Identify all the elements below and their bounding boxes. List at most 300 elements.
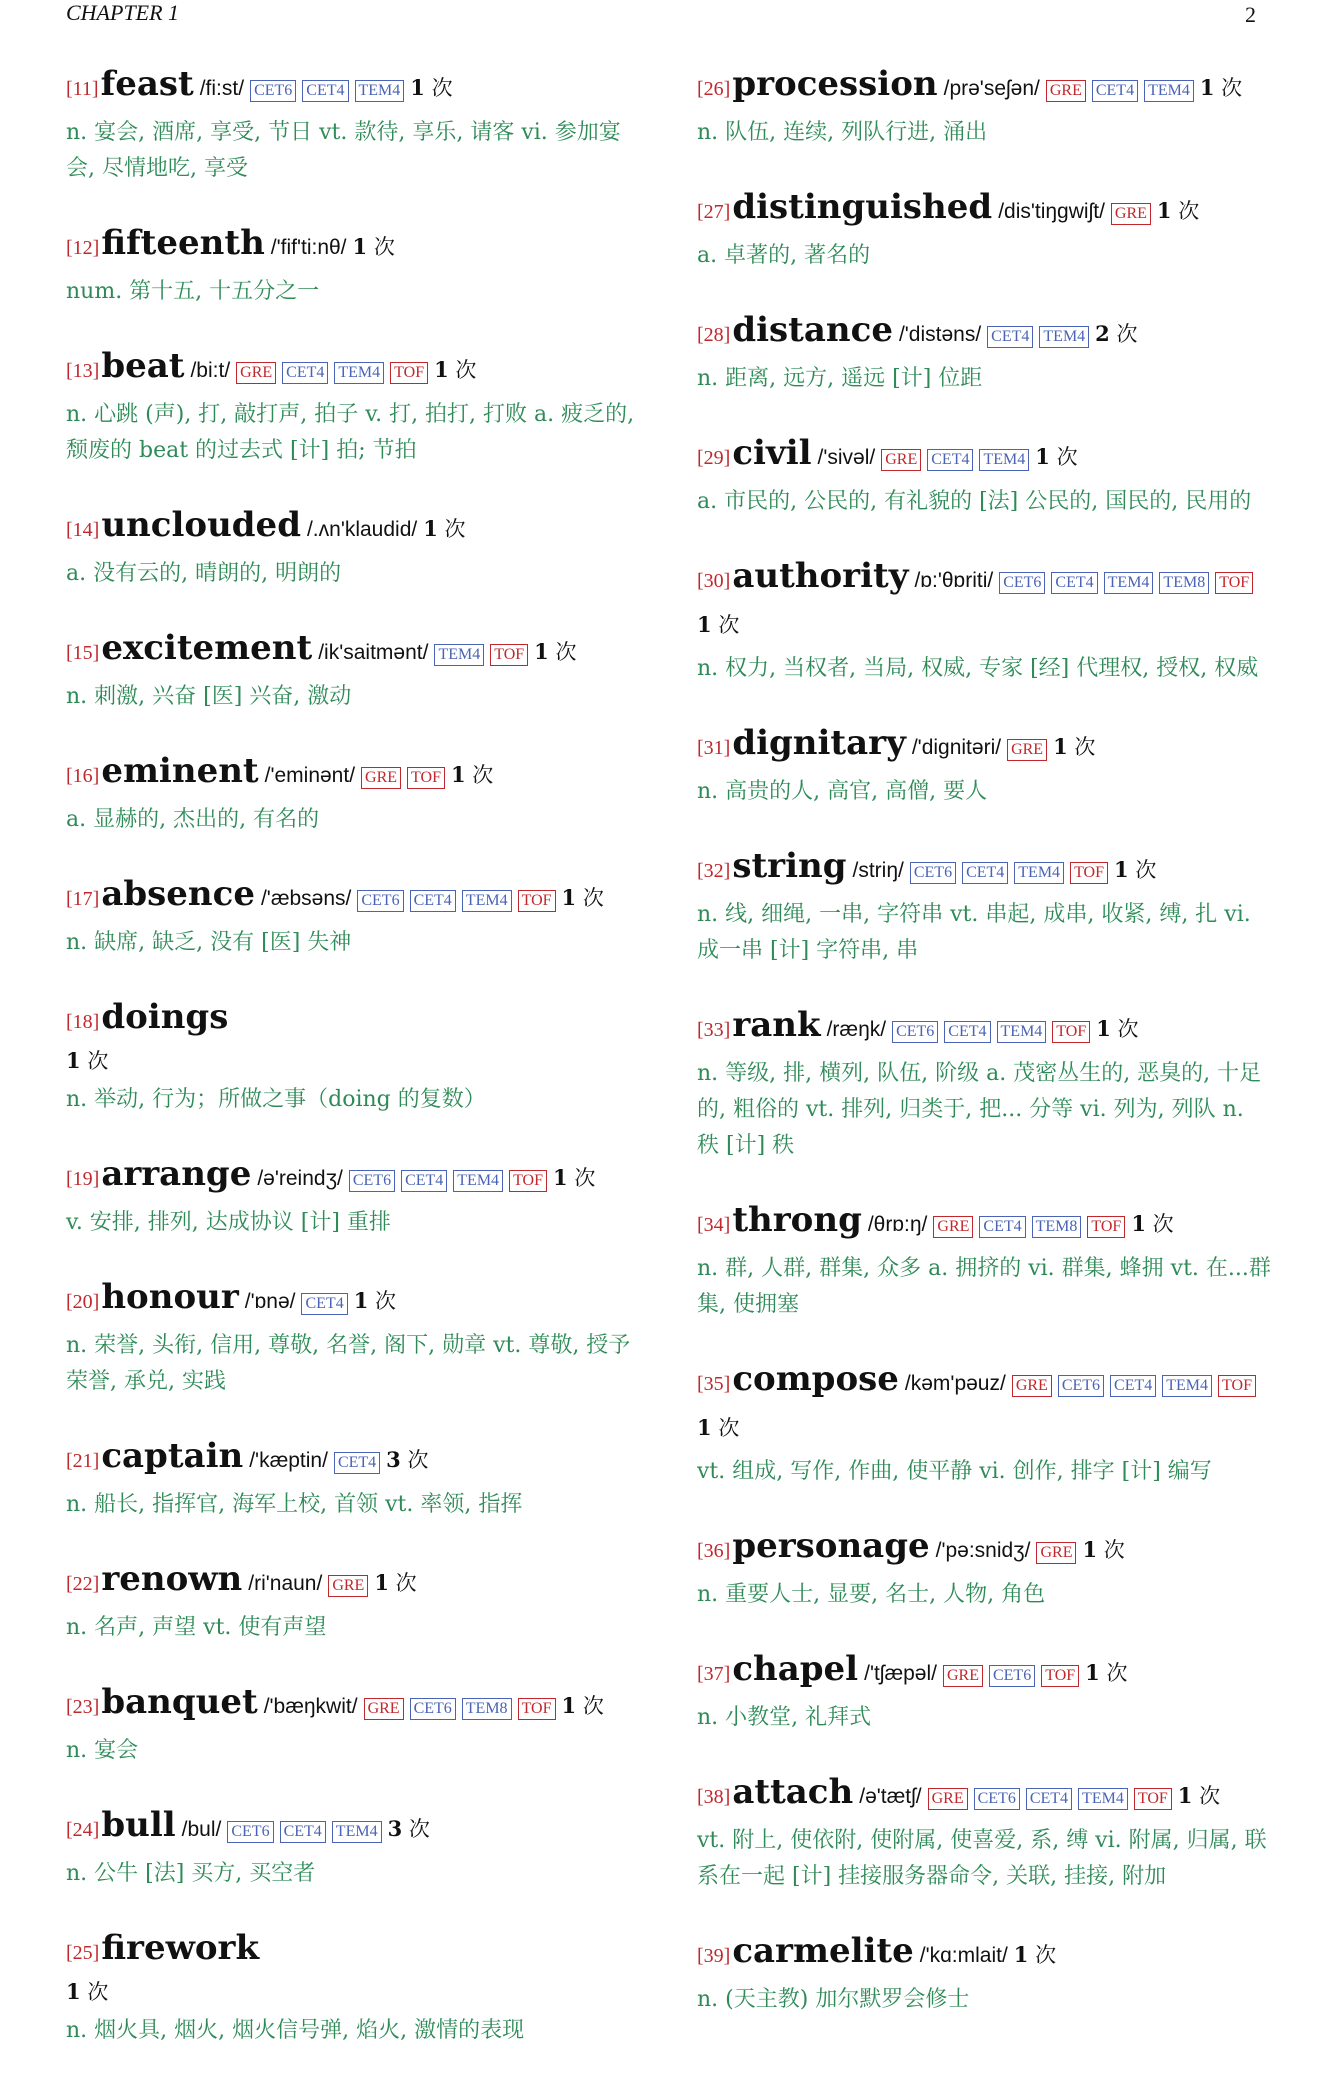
word-entry — [66, 344, 641, 469]
headword: honour — [101, 1277, 239, 1317]
word-entry — [66, 626, 641, 715]
frequency-count: 1 — [66, 1048, 81, 1073]
exam-tag: CET4 — [944, 1021, 990, 1043]
phonetic: /'eminənt/ — [264, 764, 356, 787]
headword: distinguished — [732, 187, 993, 227]
frequency — [697, 1406, 739, 1450]
exam-tag: TEM8 — [462, 1698, 512, 1720]
frequency-count: 1 — [1082, 1537, 1098, 1562]
phonetic: /ri'naun/ — [248, 1572, 323, 1595]
headword: dignitary — [732, 723, 906, 763]
frequency — [1178, 1774, 1220, 1818]
frequency-unit: 次 — [1221, 76, 1243, 100]
word-entry — [697, 1770, 1272, 1895]
exam-tag: GRE — [933, 1216, 973, 1238]
headword-line — [66, 1275, 641, 1324]
headword-line — [697, 844, 1272, 893]
headword: renown — [101, 1559, 243, 1599]
frequency-count: 3 — [386, 1447, 401, 1472]
exam-tag: GRE — [943, 1665, 983, 1687]
exam-tag: TEM4 — [1039, 326, 1089, 348]
phonetic: /fi:st/ — [199, 77, 245, 100]
entry-index: [26] — [697, 78, 731, 100]
frequency — [1114, 848, 1156, 892]
exam-tag: CET6 — [989, 1665, 1035, 1687]
headword-line — [697, 554, 1272, 647]
exam-tag: TOF — [1052, 1021, 1090, 1043]
word-entry — [697, 431, 1272, 520]
frequency-count: 1 — [561, 885, 577, 910]
phonetic: /'dignitəri/ — [911, 736, 1002, 759]
headword-line — [697, 1003, 1272, 1052]
entry-index: [19] — [66, 1168, 100, 1190]
frequency-count: 1 — [66, 1979, 81, 2004]
definition: vt. 附上, 使依附, 使附属, 使喜爱, 系, 缚 vi. 附属, 归属, 联系在一起 [计] 挂接服务器命令, 关联, 挂接, 附加 — [697, 1828, 1267, 1889]
frequency — [562, 876, 604, 920]
definition: n. 队伍, 连续, 列队行进, 涌出 — [697, 120, 988, 145]
frequency-unit: 次 — [87, 1049, 109, 1073]
exam-tag: TOF — [509, 1170, 547, 1192]
frequency-count: 1 — [1096, 1016, 1111, 1041]
headword-line — [697, 431, 1272, 480]
frequency — [1014, 1933, 1056, 1977]
exam-tag: TEM4 — [453, 1170, 503, 1192]
headword-line — [697, 1647, 1272, 1696]
headword: throng — [732, 1200, 862, 1240]
exam-tag: CET4 — [979, 1216, 1025, 1238]
headword: doings — [101, 997, 229, 1037]
frequency-unit: 次 — [375, 1289, 397, 1313]
frequency-unit: 次 — [582, 1694, 604, 1718]
definition: n. 小教堂, 礼拜式 — [697, 1705, 872, 1730]
headword: eminent — [101, 751, 259, 791]
definition: v. 安排, 排列, 达成协议 [计] 重排 — [66, 1210, 391, 1235]
frequency-line — [66, 1044, 641, 1078]
headword-line — [697, 308, 1272, 357]
headword-line — [697, 1929, 1272, 1978]
phonetic: /'sivəl/ — [817, 446, 876, 469]
entry-index: [28] — [697, 324, 731, 346]
exam-tag: GRE — [328, 1575, 368, 1597]
phonetic: /kəm'pəuz/ — [904, 1372, 1006, 1395]
exam-tag: GRE — [361, 767, 401, 789]
word-entry — [697, 1929, 1272, 2018]
definition: n. 距离, 远方, 遥远 [计] 位距 — [697, 366, 983, 391]
exam-tag: CET6 — [410, 1698, 456, 1720]
exam-tag: TEM8 — [1032, 1216, 1082, 1238]
frequency-unit: 次 — [472, 763, 494, 787]
entry-index: [25] — [66, 1942, 100, 1964]
phonetic: /'bæŋkwit/ — [263, 1695, 358, 1718]
definition: n. 宴会 — [66, 1738, 139, 1763]
exam-tag: TEM4 — [434, 644, 484, 666]
frequency-unit: 次 — [1178, 199, 1200, 223]
exam-tag: TEM4 — [1104, 572, 1154, 594]
exam-tag: TEM4 — [334, 362, 384, 384]
frequency-unit: 次 — [87, 1980, 109, 2004]
definition: n. 烟火具, 烟火, 烟火信号弹, 焰火, 激情的表现 — [66, 2018, 525, 2043]
frequency-count: 1 — [1013, 1942, 1029, 1967]
frequency-count: 1 — [1053, 734, 1068, 759]
entry-index: [14] — [66, 519, 100, 541]
entry-index: [22] — [66, 1573, 100, 1595]
entry-index: [29] — [697, 447, 731, 469]
word-entry — [66, 221, 641, 310]
definition: n. 心跳 (声), 打, 敲打声, 拍子 v. 打, 拍打, 打败 a. 疲乏的, 颓废的 beat 的过去式 [计] 拍; 节拍 — [66, 402, 635, 463]
exam-tag: GRE — [1111, 203, 1151, 225]
exam-tag: CET4 — [410, 890, 456, 912]
frequency — [1082, 1528, 1124, 1572]
frequency-unit: 次 — [408, 1817, 430, 1841]
headword: carmelite — [732, 1931, 914, 1971]
entry-index: [23] — [66, 1696, 100, 1718]
definition: n. 船长, 指挥官, 海军上校, 首领 vt. 率领, 指挥 — [66, 1492, 523, 1517]
frequency — [386, 1438, 428, 1482]
frequency-count: 1 — [1199, 75, 1215, 100]
exam-tag: CET4 — [334, 1452, 380, 1474]
exam-tag: TEM4 — [1144, 80, 1194, 102]
frequency-unit: 次 — [444, 517, 466, 541]
word-entry — [697, 185, 1272, 274]
definition: a. 显赫的, 杰出的, 有名的 — [66, 807, 320, 832]
frequency-count: 1 — [353, 1288, 369, 1313]
word-entry — [66, 1152, 641, 1241]
word-entry — [66, 62, 641, 187]
entry-index: [20] — [66, 1291, 100, 1313]
headword-line — [66, 221, 641, 270]
word-entry — [697, 62, 1272, 151]
frequency-unit: 次 — [431, 76, 453, 100]
headword-line — [66, 1434, 641, 1483]
exam-tag: CET6 — [892, 1021, 938, 1043]
frequency-unit: 次 — [718, 1416, 740, 1440]
frequency-unit: 次 — [574, 1166, 596, 1190]
definition: a. 市民的, 公民的, 有礼貌的 [法] 公民的, 国民的, 民用的 — [697, 489, 1252, 514]
entry-index: [11] — [66, 78, 99, 100]
frequency-unit: 次 — [1152, 1212, 1174, 1236]
headword-line — [66, 1803, 641, 1852]
headword: excitement — [101, 628, 313, 668]
headword-line — [66, 1926, 641, 1975]
phonetic: /'tʃæpəl/ — [864, 1662, 937, 1685]
definition: n. (天主教) 加尔默罗会修士 — [697, 1987, 970, 2012]
headword: arrange — [101, 1154, 252, 1194]
exam-tag: GRE — [1046, 80, 1086, 102]
headword: banquet — [101, 1682, 258, 1722]
frequency-count: 1 — [561, 1693, 577, 1718]
word-entry — [66, 1434, 641, 1523]
phonetic: /striŋ/ — [852, 859, 904, 882]
frequency — [374, 1561, 416, 1605]
frequency-count: 1 — [434, 357, 449, 382]
entry-index: [33] — [697, 1019, 731, 1041]
frequency — [451, 753, 493, 797]
frequency-unit: 次 — [1199, 1784, 1221, 1808]
exam-tag: TOF — [407, 767, 445, 789]
frequency-unit: 次 — [1074, 735, 1096, 759]
frequency-count: 1 — [374, 1570, 389, 1595]
exam-tag: TEM4 — [1162, 1375, 1212, 1397]
phonetic: /'æbsəns/ — [260, 887, 352, 910]
headword-line — [697, 1357, 1272, 1450]
definition: n. 高贵的人, 高官, 高僧, 要人 — [697, 779, 988, 804]
frequency-unit: 次 — [718, 613, 740, 637]
frequency-unit: 次 — [395, 1571, 417, 1595]
headword-line — [66, 62, 641, 111]
exam-tag: TEM4 — [1078, 1788, 1128, 1810]
headword-line — [697, 721, 1272, 770]
headword: attach — [732, 1772, 854, 1812]
entry-index: [13] — [66, 360, 100, 382]
exam-tag: TEM4 — [355, 80, 405, 102]
headword: captain — [101, 1436, 244, 1476]
headword-line — [697, 1524, 1272, 1573]
headword: bull — [101, 1805, 176, 1845]
entry-index: [37] — [697, 1663, 731, 1685]
exam-tag: CET4 — [1051, 572, 1097, 594]
headword-line — [66, 995, 641, 1044]
frequency-count: 1 — [410, 75, 425, 100]
frequency — [1200, 66, 1242, 110]
headword-line — [66, 1152, 641, 1201]
headword: unclouded — [101, 505, 301, 545]
frequency-count: 2 — [1095, 321, 1110, 346]
left-column — [66, 62, 641, 2083]
exam-tag: TOF — [1070, 862, 1108, 884]
exam-tag: CET4 — [927, 449, 973, 471]
entry-index: [31] — [697, 737, 731, 759]
word-entry — [66, 749, 641, 838]
right-column — [697, 62, 1272, 2052]
exam-tag: TOF — [1041, 1665, 1079, 1687]
frequency-line — [66, 1975, 641, 2009]
frequency-count: 1 — [1156, 198, 1172, 223]
word-entry — [66, 1680, 641, 1769]
entry-index: [27] — [697, 201, 731, 223]
exam-tag: GRE — [236, 362, 276, 384]
frequency-unit: 次 — [373, 235, 395, 259]
entry-index: [36] — [697, 1540, 731, 1562]
exam-tag: TOF — [1218, 1375, 1256, 1397]
exam-tag: TEM4 — [979, 449, 1029, 471]
exam-tag: CET4 — [987, 326, 1033, 348]
exam-tag: TOF — [1087, 1216, 1125, 1238]
frequency-unit: 次 — [1117, 1017, 1139, 1041]
phonetic: /'ɒnə/ — [244, 1290, 296, 1313]
frequency-count: 1 — [1085, 1660, 1100, 1685]
exam-tag: CET6 — [974, 1788, 1020, 1810]
phonetic: /ɒ:'θɒriti/ — [914, 569, 994, 592]
frequency — [697, 603, 739, 647]
frequency — [410, 66, 452, 110]
entry-index: [32] — [697, 860, 731, 882]
exam-tag: TEM4 — [332, 1821, 382, 1843]
definition: n. 名声, 声望 vt. 使有声望 — [66, 1615, 327, 1640]
definition: vt. 组成, 写作, 作曲, 使平静 vi. 创作, 排字 [计] 编写 — [697, 1459, 1212, 1484]
phonetic: /'pə:snidʒ/ — [935, 1539, 1031, 1562]
frequency-unit: 次 — [1135, 858, 1157, 882]
word-entry — [697, 1357, 1272, 1490]
exam-tag: TOF — [518, 1698, 556, 1720]
frequency-count: 1 — [534, 639, 549, 664]
headword-line — [66, 1680, 641, 1729]
frequency-unit: 次 — [555, 640, 577, 664]
exam-tag: GRE — [1036, 1542, 1076, 1564]
headword-line — [66, 626, 641, 675]
phonetic: /θrɒ:ŋ/ — [867, 1213, 928, 1236]
headword-line — [697, 62, 1272, 111]
word-entry — [66, 1926, 641, 2049]
frequency-unit: 次 — [582, 886, 604, 910]
entry-index: [30] — [697, 570, 731, 592]
frequency-count: 1 — [697, 1415, 712, 1440]
word-entry — [697, 721, 1272, 810]
word-entry — [66, 1803, 641, 1892]
entry-index: [18] — [66, 1011, 100, 1033]
headword: distance — [732, 310, 893, 350]
exam-tag: TOF — [1134, 1788, 1172, 1810]
exam-tag: CET4 — [1110, 1375, 1156, 1397]
definition: n. 宴会, 酒席, 享受, 节日 vt. 款待, 享乐, 请客 vi. 参加宴会, 尽情地吃, 享受 — [66, 120, 621, 181]
headword: rank — [732, 1005, 821, 1045]
frequency-count: 1 — [1035, 444, 1050, 469]
frequency-unit: 次 — [1106, 1661, 1128, 1685]
exam-tag: CET6 — [250, 80, 296, 102]
phonetic: /bi:t/ — [190, 359, 231, 382]
frequency-unit: 次 — [1116, 322, 1138, 346]
frequency — [423, 507, 465, 551]
exam-tag: CET4 — [401, 1170, 447, 1192]
frequency-unit: 次 — [1103, 1538, 1125, 1562]
exam-tag: TEM4 — [1014, 862, 1064, 884]
headword: personage — [732, 1526, 930, 1566]
frequency — [1053, 725, 1095, 769]
headword-line — [697, 1198, 1272, 1247]
headword: fifteenth — [101, 223, 265, 263]
frequency — [66, 1975, 108, 2009]
exam-tag: CET6 — [349, 1170, 395, 1192]
word-entry — [66, 503, 641, 592]
frequency — [1085, 1651, 1127, 1695]
headword: chapel — [732, 1649, 859, 1689]
exam-tag: CET4 — [302, 80, 348, 102]
phonetic: /bul/ — [181, 1818, 222, 1841]
phonetic: /dis'tiŋgwiʃt/ — [998, 200, 1105, 223]
headword: string — [732, 846, 847, 886]
definition: n. 公牛 [法] 买方, 买空者 — [66, 1861, 316, 1886]
frequency-count: 1 — [1114, 857, 1129, 882]
exam-tag: GRE — [928, 1788, 968, 1810]
headword: procession — [732, 64, 938, 104]
definition: n. 群, 人群, 群集, 众多 a. 拥挤的 vi. 群集, 蜂拥 vt. 在...群集, 使拥塞 — [697, 1256, 1271, 1317]
frequency-count: 1 — [423, 516, 438, 541]
definition: n. 缺席, 缺乏, 没有 [医] 失神 — [66, 930, 352, 955]
frequency-unit: 次 — [407, 1448, 429, 1472]
frequency — [388, 1807, 430, 1851]
phonetic: /.ʌn'klaudid/ — [306, 518, 418, 541]
phonetic: /ə'reindʒ/ — [257, 1167, 343, 1190]
headword: civil — [732, 433, 812, 473]
exam-tag: CET4 — [962, 862, 1008, 884]
frequency — [353, 225, 395, 269]
frequency-count: 1 — [352, 234, 368, 259]
chapter-title: CHAPTER 1 — [66, 0, 180, 25]
frequency-unit: 次 — [1035, 1943, 1057, 1967]
headword-line — [66, 503, 641, 552]
frequency — [354, 1279, 396, 1323]
headword: beat — [101, 346, 185, 386]
phonetic: /ə'tætʃ/ — [859, 1785, 922, 1808]
entry-index: [34] — [697, 1214, 731, 1236]
word-entry — [697, 1524, 1272, 1613]
phonetic: /'fif'ti:nθ/ — [270, 236, 347, 259]
frequency-unit: 次 — [455, 358, 477, 382]
phonetic: /ik'saitmənt/ — [318, 641, 429, 664]
frequency — [553, 1156, 595, 1200]
word-entry — [66, 995, 641, 1118]
word-entry — [697, 1003, 1272, 1164]
entry-index: [12] — [66, 237, 100, 259]
entry-index: [39] — [697, 1945, 731, 1967]
word-entry — [697, 1198, 1272, 1323]
phonetic: /ræŋk/ — [826, 1018, 887, 1041]
definition: a. 没有云的, 晴朗的, 明朗的 — [66, 561, 342, 586]
headword: firework — [101, 1928, 260, 1968]
exam-tag: CET6 — [1058, 1375, 1104, 1397]
frequency-count: 1 — [553, 1165, 568, 1190]
exam-tag: GRE — [1012, 1375, 1052, 1397]
page-header — [66, 0, 1256, 34]
word-entry — [697, 308, 1272, 397]
frequency — [562, 1684, 604, 1728]
exam-tag: CET6 — [999, 572, 1045, 594]
exam-tag: TOF — [518, 890, 556, 912]
frequency-count: 1 — [697, 612, 712, 637]
definition: n. 荣誉, 头衔, 信用, 尊敬, 名誉, 阁下, 勋章 vt. 尊敬, 授予荣誉, 承兑, 实践 — [66, 1333, 631, 1394]
definition: n. 举动, 行为；所做之事（doing 的复数） — [66, 1087, 486, 1112]
word-entry — [697, 1647, 1272, 1736]
frequency — [1096, 1007, 1138, 1051]
exam-tag: TEM4 — [997, 1021, 1047, 1043]
frequency — [66, 1044, 108, 1078]
exam-tag: GRE — [1007, 739, 1047, 761]
definition: n. 等级, 排, 横列, 队伍, 阶级 a. 茂密丛生的, 恶臭的, 十足的, 粗俗的 vt. 排列, 归类于, 把... 分等 vi. 列为, 列队 n. 秩 [计] 秩 — [697, 1061, 1262, 1158]
exam-tag: CET4 — [282, 362, 328, 384]
definition: num. 第十五, 十五分之一 — [66, 279, 320, 304]
headword-line — [66, 749, 641, 798]
frequency — [434, 348, 476, 392]
word-entry — [697, 554, 1272, 687]
definition: n. 权力, 当权者, 当局, 权威, 专家 [经] 代理权, 授权, 权威 — [697, 656, 1259, 681]
headword-line — [66, 344, 641, 393]
phonetic: /'kæptin/ — [249, 1449, 328, 1472]
exam-tag: GRE — [881, 449, 921, 471]
phonetic: /'kɑ:mlait/ — [919, 1944, 1008, 1967]
frequency — [1157, 189, 1199, 233]
exam-tag: TOF — [1215, 572, 1253, 594]
exam-tag: CET4 — [280, 1821, 326, 1843]
headword: authority — [732, 556, 909, 596]
exam-tag: CET4 — [1026, 1788, 1072, 1810]
exam-tag: TEM4 — [462, 890, 512, 912]
entry-index: [38] — [697, 1786, 731, 1808]
definition: n. 重要人士, 显要, 名士, 人物, 角色 — [697, 1582, 1046, 1607]
headword: feast — [100, 64, 194, 104]
frequency — [534, 630, 576, 674]
entry-index: [15] — [66, 642, 100, 664]
frequency — [1095, 312, 1137, 356]
entry-index: [35] — [697, 1373, 731, 1395]
